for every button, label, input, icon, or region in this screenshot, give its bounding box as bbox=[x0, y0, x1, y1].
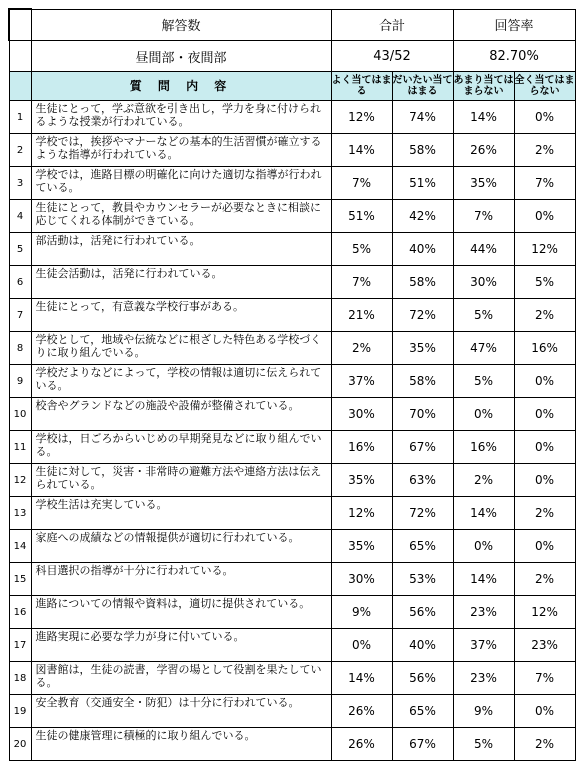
summary-header-row bbox=[9, 9, 575, 41]
pct-strongly-agree: 12% bbox=[331, 497, 392, 530]
pct-mostly-disagree: 30% bbox=[453, 266, 514, 299]
pct-mostly-agree: 53% bbox=[392, 563, 453, 596]
pct-strongly-disagree: 2% bbox=[514, 563, 575, 596]
row-number: 10 bbox=[9, 398, 31, 431]
pct-mostly-disagree: 5% bbox=[453, 728, 514, 761]
pct-mostly-agree: 65% bbox=[392, 530, 453, 563]
table-row bbox=[9, 431, 575, 464]
row-number: 6 bbox=[9, 266, 31, 299]
pct-strongly-disagree: 2% bbox=[514, 728, 575, 761]
pct-strongly-agree: 5% bbox=[331, 233, 392, 266]
pct-mostly-agree: 63% bbox=[392, 464, 453, 497]
pct-mostly-agree: 58% bbox=[392, 134, 453, 167]
pct-strongly-agree: 35% bbox=[331, 530, 392, 563]
question-text: 校舎やグランドなどの施設や設備が整備されている。 bbox=[31, 398, 331, 431]
row-number: 4 bbox=[9, 200, 31, 233]
pct-mostly-agree: 74% bbox=[392, 101, 453, 134]
row-number: 17 bbox=[9, 629, 31, 662]
row-number: 13 bbox=[9, 497, 31, 530]
pct-strongly-disagree: 2% bbox=[514, 299, 575, 332]
question-text: 生徒会活動は，活発に行われている。 bbox=[31, 266, 331, 299]
question-text: 学校は，日ごろからいじめの早期発見などに取り組んでいる。 bbox=[31, 431, 331, 464]
pct-mostly-agree: 56% bbox=[392, 596, 453, 629]
pct-mostly-agree: 40% bbox=[392, 233, 453, 266]
row-number: 12 bbox=[9, 464, 31, 497]
row-number: 9 bbox=[9, 365, 31, 398]
pct-mostly-disagree: 0% bbox=[453, 398, 514, 431]
pct-strongly-disagree: 0% bbox=[514, 431, 575, 464]
pct-mostly-disagree: 5% bbox=[453, 365, 514, 398]
question-text: 図書館は，生徒の読書，学習の場として役割を果たしている。 bbox=[31, 662, 331, 695]
table-row bbox=[9, 728, 575, 761]
question-text: 生徒にとって，教員やカウンセラーが必要なときに相談に応じてくれる体制ができている。 bbox=[31, 200, 331, 233]
row-number: 8 bbox=[9, 332, 31, 365]
pct-strongly-agree: 26% bbox=[331, 728, 392, 761]
question-text: 生徒にとって，有意義な学校行事がある。 bbox=[31, 299, 331, 332]
pct-mostly-agree: 40% bbox=[392, 629, 453, 662]
table-row bbox=[9, 497, 575, 530]
pct-strongly-disagree: 16% bbox=[514, 332, 575, 365]
pct-strongly-agree: 26% bbox=[331, 695, 392, 728]
answer-count-label: 解答数 bbox=[31, 9, 331, 41]
pct-mostly-agree: 65% bbox=[392, 695, 453, 728]
pct-mostly-disagree: 2% bbox=[453, 464, 514, 497]
pct-strongly-agree: 0% bbox=[331, 629, 392, 662]
pct-mostly-agree: 72% bbox=[392, 497, 453, 530]
summary-values-row bbox=[9, 41, 575, 72]
question-text: 生徒の健康管理に積極的に取り組んでいる。 bbox=[31, 728, 331, 761]
pct-strongly-agree: 30% bbox=[331, 563, 392, 596]
pct-strongly-disagree: 0% bbox=[514, 365, 575, 398]
pct-strongly-agree: 35% bbox=[331, 464, 392, 497]
total-value: 43/52 bbox=[331, 41, 453, 72]
table-row bbox=[9, 629, 575, 662]
pct-mostly-agree: 35% bbox=[392, 332, 453, 365]
row-number: 11 bbox=[9, 431, 31, 464]
pct-mostly-agree: 67% bbox=[392, 728, 453, 761]
pct-strongly-agree: 51% bbox=[331, 200, 392, 233]
pct-strongly-disagree: 7% bbox=[514, 662, 575, 695]
pct-mostly-disagree: 14% bbox=[453, 101, 514, 134]
survey-table-body bbox=[9, 9, 575, 761]
pct-strongly-disagree: 12% bbox=[514, 233, 575, 266]
row-number: 2 bbox=[9, 134, 31, 167]
pct-mostly-disagree: 23% bbox=[453, 662, 514, 695]
pct-mostly-disagree: 35% bbox=[453, 167, 514, 200]
pct-mostly-agree: 58% bbox=[392, 365, 453, 398]
question-text: 学校だよりなどによって，学校の情報は適切に伝えられている。 bbox=[31, 365, 331, 398]
total-label: 合計 bbox=[331, 9, 453, 41]
pct-strongly-disagree: 0% bbox=[514, 101, 575, 134]
pct-mostly-disagree: 5% bbox=[453, 299, 514, 332]
table-row bbox=[9, 101, 575, 134]
pct-strongly-agree: 37% bbox=[331, 365, 392, 398]
question-text: 生徒にとって，学ぶ意欲を引き出し，学力を身に付けられるような授業が行われている。 bbox=[31, 101, 331, 134]
pct-mostly-agree: 51% bbox=[392, 167, 453, 200]
pct-strongly-agree: 12% bbox=[331, 101, 392, 134]
table-row bbox=[9, 299, 575, 332]
pct-strongly-disagree: 12% bbox=[514, 596, 575, 629]
pct-strongly-disagree: 2% bbox=[514, 497, 575, 530]
row-number: 20 bbox=[9, 728, 31, 761]
table-row bbox=[9, 365, 575, 398]
question-text: 進路についての情報や資料は，適切に提供されている。 bbox=[31, 596, 331, 629]
survey-table bbox=[8, 8, 576, 761]
table-row bbox=[9, 563, 575, 596]
table-row bbox=[9, 134, 575, 167]
table-row bbox=[9, 464, 575, 497]
pct-strongly-agree: 7% bbox=[331, 266, 392, 299]
pct-mostly-agree: 72% bbox=[392, 299, 453, 332]
pct-strongly-disagree: 0% bbox=[514, 464, 575, 497]
row-number: 7 bbox=[9, 299, 31, 332]
table-row bbox=[9, 695, 575, 728]
corner-cell bbox=[9, 41, 31, 72]
table-row bbox=[9, 596, 575, 629]
header-strongly-disagree: 全く当てはまらない bbox=[514, 72, 575, 101]
pct-strongly-agree: 2% bbox=[331, 332, 392, 365]
response-rate-value: 82.70% bbox=[453, 41, 575, 72]
pct-mostly-agree: 58% bbox=[392, 266, 453, 299]
pct-strongly-agree: 14% bbox=[331, 134, 392, 167]
question-text: 科目選択の指導が十分に行われている。 bbox=[31, 563, 331, 596]
pct-strongly-disagree: 5% bbox=[514, 266, 575, 299]
pct-strongly-disagree: 2% bbox=[514, 134, 575, 167]
header-strongly-agree: よく当てはまる bbox=[331, 72, 392, 101]
pct-mostly-disagree: 37% bbox=[453, 629, 514, 662]
pct-strongly-agree: 14% bbox=[331, 662, 392, 695]
row-number: 1 bbox=[9, 101, 31, 134]
response-rate-label: 回答率 bbox=[453, 9, 575, 41]
row-number: 19 bbox=[9, 695, 31, 728]
table-row bbox=[9, 530, 575, 563]
pct-mostly-disagree: 44% bbox=[453, 233, 514, 266]
question-text: 学校では，進路目標の明確化に向けた適切な指導が行われている。 bbox=[31, 167, 331, 200]
pct-mostly-disagree: 9% bbox=[453, 695, 514, 728]
question-text: 安全教育（交通安全・防犯）は十分に行われている。 bbox=[31, 695, 331, 728]
pct-strongly-disagree: 0% bbox=[514, 398, 575, 431]
pct-strongly-agree: 9% bbox=[331, 596, 392, 629]
pct-mostly-disagree: 0% bbox=[453, 530, 514, 563]
row-number: 15 bbox=[9, 563, 31, 596]
table-row bbox=[9, 398, 575, 431]
pct-strongly-disagree: 0% bbox=[514, 695, 575, 728]
pct-mostly-disagree: 47% bbox=[453, 332, 514, 365]
question-text: 学校生活は充実している。 bbox=[31, 497, 331, 530]
header-mostly-disagree: あまり当てはまらない bbox=[453, 72, 514, 101]
question-text: 学校では，挨拶やマナーなどの基本的生活習慣が確立するような指導が行われている。 bbox=[31, 134, 331, 167]
question-text: 進路実現に必要な学力が身に付いている。 bbox=[31, 629, 331, 662]
table-row bbox=[9, 662, 575, 695]
pct-mostly-disagree: 14% bbox=[453, 563, 514, 596]
table-row bbox=[9, 332, 575, 365]
table-row bbox=[9, 266, 575, 299]
pct-mostly-agree: 56% bbox=[392, 662, 453, 695]
row-number: 5 bbox=[9, 233, 31, 266]
question-text: 生徒に対して，災害・非常時の避難方法や連絡方法は伝えられている。 bbox=[31, 464, 331, 497]
row-number: 14 bbox=[9, 530, 31, 563]
pct-strongly-disagree: 7% bbox=[514, 167, 575, 200]
table-row bbox=[9, 200, 575, 233]
pct-mostly-disagree: 7% bbox=[453, 200, 514, 233]
table-row bbox=[9, 233, 575, 266]
pct-strongly-agree: 30% bbox=[331, 398, 392, 431]
row-number: 18 bbox=[9, 662, 31, 695]
number-header bbox=[9, 72, 31, 101]
question-header: 質 問 内 容 bbox=[31, 72, 331, 101]
row-number: 16 bbox=[9, 596, 31, 629]
pct-mostly-disagree: 14% bbox=[453, 497, 514, 530]
pct-mostly-disagree: 16% bbox=[453, 431, 514, 464]
table-row bbox=[9, 167, 575, 200]
pct-mostly-agree: 42% bbox=[392, 200, 453, 233]
pct-mostly-agree: 67% bbox=[392, 431, 453, 464]
question-text: 家庭への成績などの情報提供が適切に行われている。 bbox=[31, 530, 331, 563]
pct-mostly-disagree: 23% bbox=[453, 596, 514, 629]
pct-strongly-disagree: 23% bbox=[514, 629, 575, 662]
question-text: 学校として，地域や伝統などに根ざした特色ある学校づくりに取り組んでいる。 bbox=[31, 332, 331, 365]
pct-strongly-agree: 21% bbox=[331, 299, 392, 332]
pct-strongly-disagree: 0% bbox=[514, 530, 575, 563]
corner-cell bbox=[9, 9, 31, 41]
pct-mostly-disagree: 26% bbox=[453, 134, 514, 167]
pct-strongly-agree: 16% bbox=[331, 431, 392, 464]
question-text: 部活動は，活発に行われている。 bbox=[31, 233, 331, 266]
pct-strongly-agree: 7% bbox=[331, 167, 392, 200]
division-label: 昼間部・夜間部 bbox=[31, 41, 331, 72]
pct-strongly-disagree: 0% bbox=[514, 200, 575, 233]
pct-mostly-agree: 70% bbox=[392, 398, 453, 431]
row-number: 3 bbox=[9, 167, 31, 200]
column-header-row bbox=[9, 72, 575, 101]
survey-table-container bbox=[8, 8, 576, 761]
header-mostly-agree: だいたい当てはまる bbox=[392, 72, 453, 101]
